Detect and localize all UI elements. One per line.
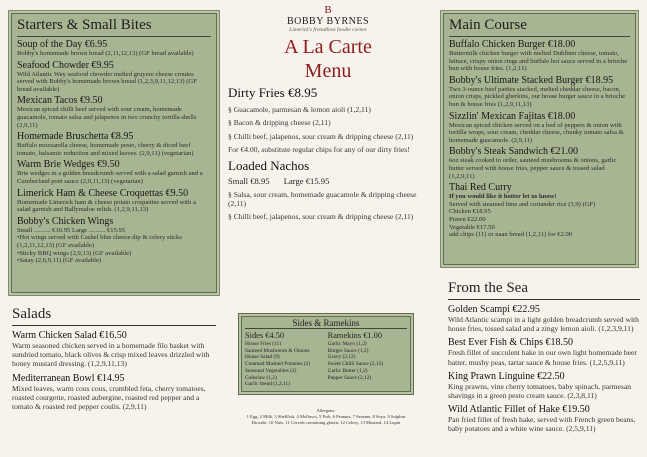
- menu-item-name: Mexican Tacos €9.50: [17, 95, 103, 107]
- wings-option: • Hot wings served with Cashel blue cheese dip & celery sticks (1,2,11,12,13) (GF available): [17, 234, 211, 249]
- menu-item-name: Bobby's Ultimate Stacked Burger €18.95: [449, 74, 614, 86]
- ramekin-item: Pepper Sauce (2,12): [327, 374, 372, 381]
- sides-items: [245, 341, 324, 388]
- sides-box: [238, 313, 414, 395]
- menu-item-name: Sizzlin' Mexican Fajitas €18.00: [449, 110, 576, 122]
- menu-title-line1: A La Carte: [284, 36, 372, 58]
- menu-item-desc: King prawns, vine cherry tomatoes, baby spinach, parmesan shavings in a green pesto cream sauce. (2,3,8,11): [448, 381, 632, 401]
- menu-item-name: Limerick Ham & Cheese Croquettas €9.50: [17, 187, 189, 199]
- nachos-title: Loaded Nachos: [228, 157, 310, 173]
- dirty-fries-options: [228, 105, 428, 141]
- center-column: [228, 4, 428, 222]
- menu-item-name: Golden Scampi €22.95: [448, 304, 540, 315]
- allergens-text: 1 Egg, 2 Milk, 3 Shellfish, 4 Molluscs, 5 Fish, 6 Peanuts, 7 Sesame, 8 Soya, 9 Sulphur Dioxide, 10 Nuts, 11 Cereals containing gluten, 12 Celery, 13 Mustard, 14 Lupin: [246, 413, 406, 425]
- menu-item-desc: Brie wedges in a golden breadcrumb served with a salad garnish and a Cumberland poet sauce (2,9,11,13) (vegetarian): [17, 170, 203, 185]
- menu-item-name: Wild Atlantic Fillet of Hake €19.50: [448, 404, 590, 416]
- side-item: Coleslaw (1,2): [245, 374, 277, 381]
- logo-name: BOBBY BYRNES: [286, 16, 370, 27]
- curry-price: Vegetable €17.50: [449, 223, 495, 231]
- curry-desc: Served with steamed lime and coriander rice (3,9) (GF): [449, 200, 596, 208]
- menu-item-desc: Wild Atlantic scampi in a light golden breadcrumb served with house fries, tossed salad and a zingy lemon aioli. (1,2,3,9,11): [448, 315, 639, 334]
- ramekin-item: Garlic Butter (1,2): [327, 367, 368, 374]
- dirty-fries-option: § Chilli beef, jalapenos, sour cream & dripping cheese (2,11): [228, 131, 414, 141]
- nachos-large: Large €15.95: [283, 175, 330, 186]
- ramekin-item: Sweet Chilli Sauce (2,12): [327, 361, 384, 368]
- menu-item-name: Warm Chicken Salad €16.50: [12, 330, 127, 341]
- curry-prices: [449, 208, 630, 231]
- sides-col: [245, 331, 324, 388]
- starters-list: [17, 39, 211, 214]
- menu-item-name: Best Ever Fish & Chips €18.50: [448, 337, 574, 349]
- menu-item-desc: 6oz steak cooked to order, sauteed mushrooms & onions, garlic butter served with house fries, pepper sauce & tossed salad (1,2,9,11): [449, 157, 617, 180]
- sea-title: From the Sea: [448, 280, 640, 300]
- curry-price: Prawn €22.00: [449, 215, 486, 223]
- mains-list: [449, 39, 630, 180]
- curry-price: Chicken €18.95: [449, 208, 491, 216]
- logo-tagline: Limerick's friendliest foodie corner: [289, 27, 367, 33]
- dirty-fries-note: For €4.00, substitute regular chips for any of our dirty fries!: [228, 145, 410, 155]
- sea-list: [448, 304, 640, 434]
- menu-title-line2: Menu: [304, 60, 352, 82]
- side-item: Creamed Mashed Potatoes (2): [245, 361, 311, 368]
- side-item: House Fries (11): [245, 341, 282, 347]
- curry-name: Thai Red Curry: [449, 182, 512, 194]
- main-course-title: Main Course: [449, 17, 630, 37]
- menu-item-desc: Mexican spiced chilli beef served with sour cream, homemade guacamole, tomato salsa and jalapenos in two crunchy tortilla shells (2,9,11): [17, 106, 197, 129]
- ramekins-items: [328, 341, 407, 381]
- logo-letter: B: [324, 4, 332, 16]
- menu-item-name: Homemade Bruschetta €8.95: [17, 131, 134, 143]
- menu-item-desc: Buttermilk chicken burger with melted Dubliner cheese, tomato, lettuce, crispy onion rings and buffalo hot sauce served in a brioche bun with house fries. (1,2,11): [449, 50, 628, 73]
- menu-item-desc: Bobby's homemade brown bread (2,11,12,13) (GF bread available): [17, 50, 194, 57]
- menu-item-desc: Buffalo mozzarella cheese, homemade pesto, cherry & diced beef tomato, balsamic reduction and mixed leaves. (2,9,11) (vegetarian): [17, 142, 194, 157]
- curry-extra: add chips (11) or naan bread (1,2,11) for €2.00: [449, 231, 573, 239]
- starters-panel: [8, 10, 220, 296]
- side-item: Garlic bread (1,2,11): [245, 381, 291, 388]
- ramekin-item: Gravy (2,12): [327, 354, 356, 361]
- salads-section: [12, 306, 216, 411]
- from-the-sea-section: [448, 280, 640, 434]
- sides-title: Sides & Ramekins: [245, 318, 407, 329]
- salads-title: Salads: [12, 306, 216, 326]
- wings-name: Bobby's Chicken Wings: [17, 215, 114, 227]
- dirty-fries-option: § Bacon & dripping cheese (2,11): [228, 118, 331, 128]
- main-course-panel: [440, 10, 639, 268]
- ramekins-head: Ramekins €1.00: [327, 331, 383, 340]
- curry-subtitle: If you would like it hotter let us know!: [449, 193, 557, 201]
- menu-item-desc: Two 3-ounce beef patties stacked, melted cheddar cheese, bacon, onion crisps, pickled gherkins, our house burger sauce in a brioche bun & house fries (1,2,9,11,13): [449, 85, 626, 108]
- menu-item-desc: Mixed leaves, warm cous cous, crumbled feta, cherry tomatoes, roasted courgette, roasted aubergine, roasted red pepper and a tomato & roasted red pepper coulis. (2,9,11): [12, 383, 206, 412]
- allergens: [240, 408, 412, 425]
- ramekins-col: [328, 331, 407, 388]
- nachos-options: [228, 190, 428, 222]
- wings-option: • Satay (2,6,9,11) (GF available): [17, 257, 211, 265]
- menu-item-name: Mediterranean Bowl €14.95: [12, 372, 125, 384]
- wings-options: [17, 234, 211, 264]
- menu-item-name: Bobby's Steak Sandwich €21.00: [449, 146, 579, 158]
- sides-head: Sides €4.50: [245, 331, 285, 340]
- menu-item-name: Soup of the Day €6.95: [17, 39, 108, 50]
- side-item: Seasonal Vegetables (2): [245, 367, 297, 374]
- dirty-fries-option: § Guacamole, parmesan & lemon aioli (1,2,11): [228, 105, 371, 114]
- menu-item-desc: Fresh fillet of succulent hake in our own light homemade beer batter, mushy peas, tartar sauce & house fries. (1,2,5,9,11): [448, 348, 637, 367]
- allergens-title: Allergens:: [316, 408, 336, 413]
- nachos-prices: [228, 176, 428, 186]
- menu-item-desc: Pan fried fillet of fresh hake, served with French green beans, baby potatoes and a white wine sauce. (2,5,9,11): [448, 415, 636, 434]
- menu-item-desc: Homemade Limerick ham & cheese potato croquettes served with a salad garnish and Ballymaloe relish. (1,2,9,11,13): [17, 198, 196, 214]
- menu-item-name: Warm Brie Wedges €9.50: [17, 159, 120, 171]
- starters-title: Starters & Small Bites: [17, 17, 211, 37]
- nachos-option: § Chilli beef, jalapenos, sour cream & dripping cheese (2,11): [228, 212, 414, 222]
- menu-item-desc: Wild Atlantic Way seafood chowder melted gruyere cheese croutes served with Bobby's homemade brown bread (1,2,3,9,11,12,13) (GF bread available): [17, 70, 197, 93]
- ramekin-item: Burger Sauce (1,2): [327, 347, 369, 354]
- nachos-small: Small €8.95: [228, 175, 270, 186]
- ramekin-item: Garlic Mayo (1,2): [327, 341, 367, 347]
- side-item: Sauteed Mushroom & Onions: [245, 347, 310, 354]
- nachos-option: § Salsa, sour cream, homemade guacamole & dripping cheese (2,11): [228, 189, 417, 209]
- menu-item-name: King Prawn Linguine €22.50: [448, 370, 565, 382]
- sides-columns: [245, 331, 407, 388]
- wings-option: • Sticky BBQ wings (2,9,13) (GF available): [17, 250, 211, 258]
- dirty-fries-title: Dirty Fries €8.95: [228, 85, 318, 100]
- logo: [228, 4, 428, 34]
- menu-item-desc: Warm seasoned chicken served in a homemade filo basket with sundried tomato, black olives & crisp mixed leaves drizzled with honey mustard dressing. (1,2,9,11,13): [12, 341, 210, 369]
- menu-item-desc: Mexican spiced chicken served on a bed of peppers & onion with tortilla wraps, sour cream, cheddar cheese, chunky tomato salsa & homemade guacamole. (2,9,11): [449, 121, 624, 144]
- salads-list: [12, 330, 216, 411]
- side-item: House Salad (9): [245, 354, 280, 361]
- menu-item-name: Seafood Chowder €9.95: [17, 59, 114, 71]
- wings-sizes: Small .......... €10.95 Large .......... €15.95: [17, 226, 126, 234]
- menu-item-name: Buffalo Chicken Burger €18.00: [449, 39, 576, 50]
